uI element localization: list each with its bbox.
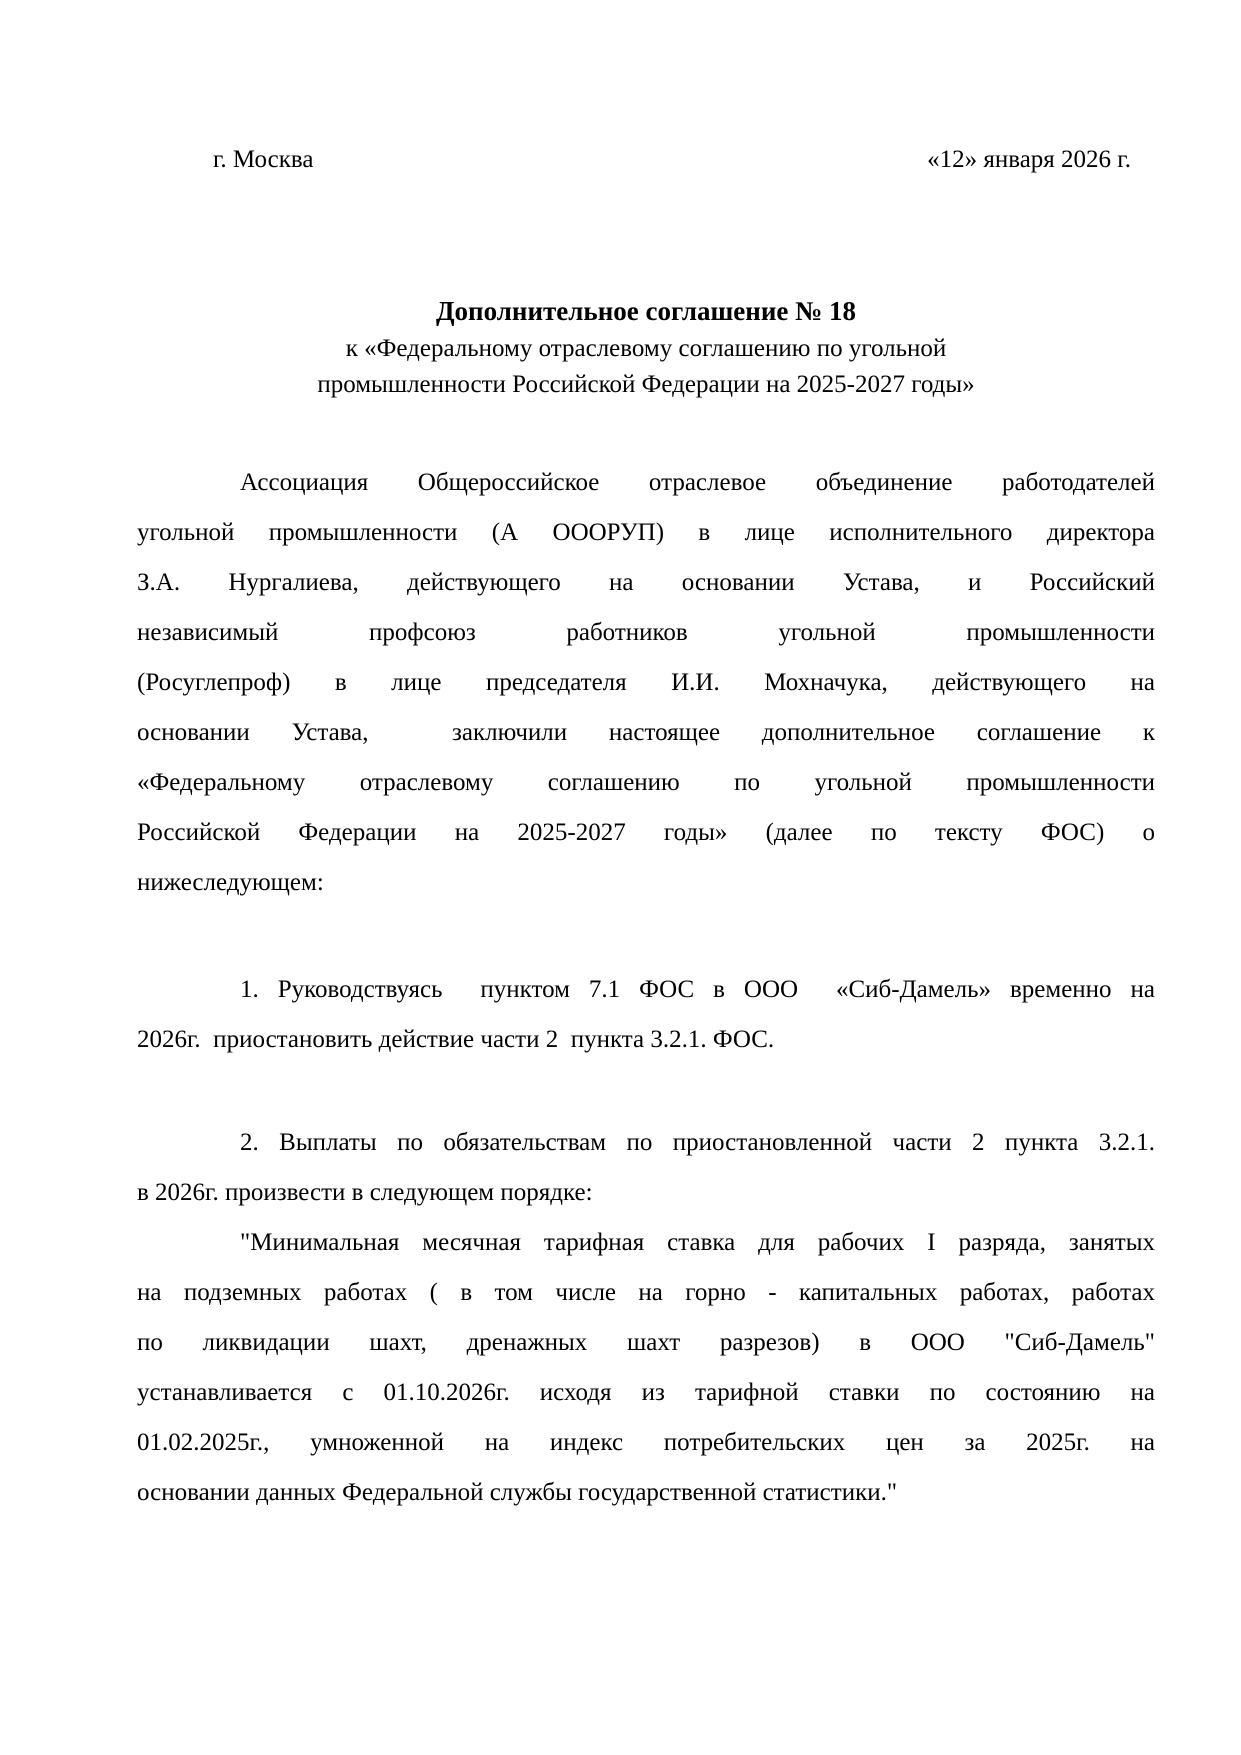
text-line: 2026г. приостановить действие части 2 пункта 3.2.1. ФОС. — [137, 1026, 775, 1053]
text-line: по ликвидации шахт, дренажных шахт разрезов) в ООО "Сиб-Дамель" — [137, 1329, 1155, 1356]
text-line: З.А. Нургалиева, действующего на основании Устава, и Российский — [137, 569, 1155, 596]
date-label: «12» января 2026 г. — [927, 146, 1131, 173]
text-line: «Федеральному отраслевому соглашению по угольной промышленности — [137, 769, 1155, 796]
text-line: "Минимальная месячная тарифная ставка для рабочих I разряда, занятых — [240, 1229, 1155, 1256]
text-line: основании Устава, заключили настоящее дополнительное соглашение к — [137, 719, 1155, 746]
text-line: устанавливается с 01.10.2026г. исходя из тарифной ставки по состоянию на — [137, 1379, 1155, 1406]
text-line: Российской Федерации на 2025-2027 годы» (далее по тексту ФОС) о — [137, 819, 1155, 846]
text-line: Ассоциация Общероссийское отраслевое объединение работодателей — [240, 469, 1155, 496]
text-line: 1. Руководствуясь пунктом 7.1 ФОС в ООО «Сиб-Дамель» временно на — [240, 976, 1155, 1003]
intro-paragraph — [137, 458, 1155, 908]
date-row — [137, 0, 1155, 174]
quote-paragraph — [137, 1218, 1155, 1518]
document-title: Дополнительное соглашение № 18 — [435, 296, 857, 326]
text-line: к «Федеральному отраслевому соглашению по угольной — [345, 335, 947, 362]
text-line: нижеследующем: — [137, 869, 324, 896]
text-line: основании данных Федеральной службы государственной статистики." — [137, 1479, 898, 1506]
text-line: угольной промышленности (А ОООРУП) в лице исполнительного директора — [137, 519, 1155, 546]
text-line: 2. Выплаты по обязательствам по приостановленной части 2 пункта 3.2.1. — [240, 1129, 1155, 1156]
text-line: 01.02.2025г., умноженной на индекс потребительских цен за 2025г. на — [137, 1429, 1155, 1456]
document-subtitle — [137, 331, 1155, 403]
city-label: г. Москва — [213, 146, 314, 173]
text-line: независимый профсоюз работников угольной промышленности — [137, 619, 1155, 646]
text-line: на подземных работах ( в том числе на горно - капитальных работах, работах — [137, 1279, 1155, 1306]
text-line: промышленности Российской Федерации на 2025-2027 годы» — [317, 371, 975, 398]
item-2-paragraph — [137, 1118, 1155, 1218]
text-line: в 2026г. произвести в следующем порядке: — [137, 1179, 593, 1206]
item-1-paragraph — [137, 965, 1155, 1065]
text-line: (Росуглепроф) в лице председателя И.И. Мохначука, действующего на — [137, 669, 1155, 696]
